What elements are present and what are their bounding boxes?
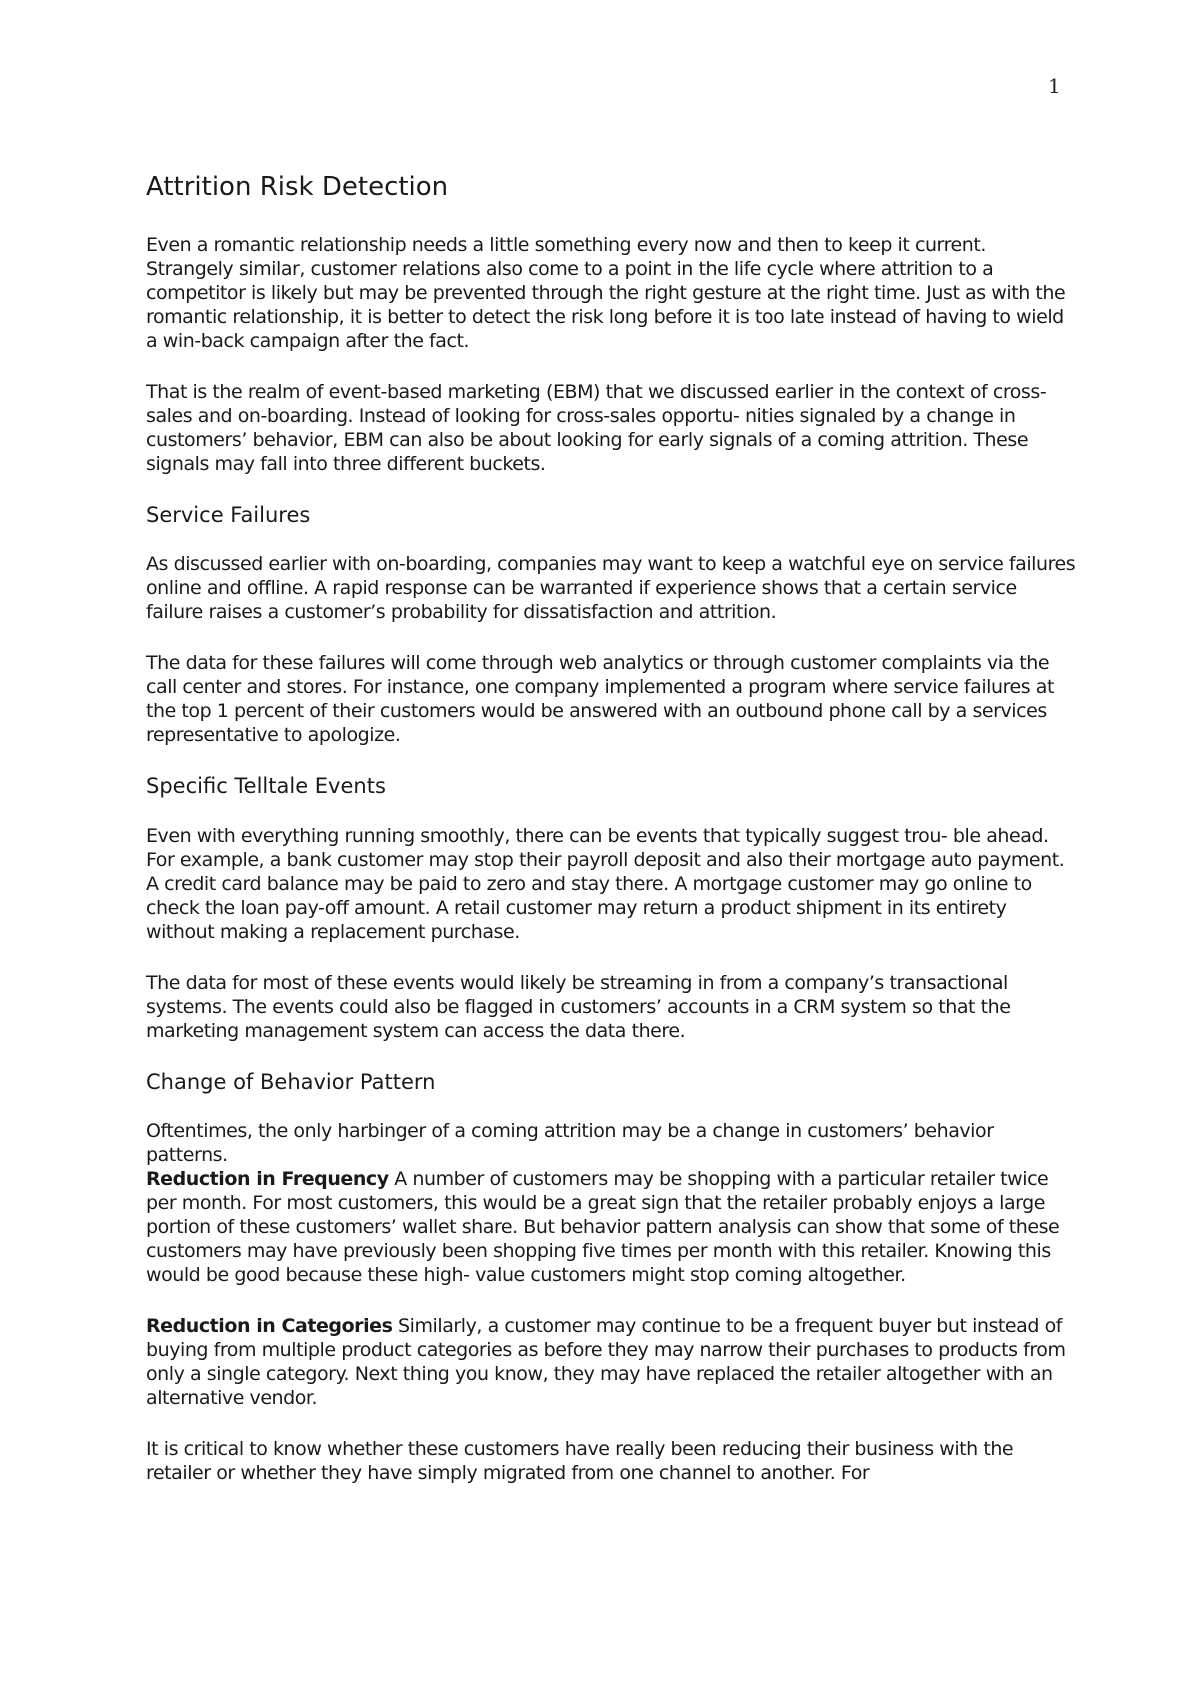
behavior-pattern-intro: Oftentimes, the only harbinger of a coming attrition may be a change in customers’ behavior patterns. xyxy=(146,1119,994,1166)
intro-paragraph-1: Even a romantic relationship needs a little something every now and then to keep it current. Strangely similar, customer relations also come to a point in the life cycle where attrition to a competitor is likely but may be prevented through the right gesture at the right time. Just as with the romantic relationship, it is better to detect the risk long before it is too late instead of having to wield a win-back campaign after the fact. xyxy=(146,234,1066,353)
intro-paragraph-2: That is the realm of event-based marketing (EBM) that we discussed earlier in the context of cross-sales and on-boarding. Instead of looking for cross-sales opportu- nities signaled by a change in customers’ behavior, EBM can also be about looking for early signals of a coming attrition. These signals may fall into three different buckets. xyxy=(146,381,1047,476)
closing-paragraph: It is critical to know whether these customers have really been reducing their business with the retailer or whether they have simply migrated from one channel to another. For xyxy=(146,1437,1014,1484)
document-title: Attrition Risk Detection xyxy=(146,172,449,202)
section-heading-service-failures: Service Failures xyxy=(146,503,311,528)
section-heading-behavior-pattern: Change of Behavior Pattern xyxy=(146,1069,436,1094)
service-failures-paragraph-2: The data for these failures will come through web analytics or through customer complaints via the call center and stores. For instance, one company implemented a program where service failures at the top 1 percent of their customers would be answered with an outbound phone call by a services representative to apologize. xyxy=(146,652,1054,747)
telltale-events-paragraph-2: The data for most of these events would likely be streaming in from a company’s transactional systems. The events could also be flagged in customers’ accounts in a CRM system so that the marketing management system can access the data there. xyxy=(146,971,1011,1042)
reduction-in-frequency-text: A number of customers may be shopping with a particular retailer twice per month. For most customers, this would be a great sign that the retailer probably enjoys a large portion of these customers’ wallet share. But behavior pattern analysis can show that some of these customers may have previously been shopping five times per month with this retailer. Knowing this would be good because these high- value customers might stop coming altogether. xyxy=(146,1167,1060,1286)
reduction-in-frequency-label: Reduction in Frequency xyxy=(146,1167,389,1190)
section-heading-telltale-events: Specific Telltale Events xyxy=(146,774,386,799)
page-number: 1 xyxy=(1048,74,1061,98)
reduction-in-categories-text: Similarly, a customer may continue to be a frequent buyer but instead of buying from multiple product categories as before they may narrow their purchases to products from only a single category. Next thing you know, they may have replaced the retailer altogether with an alternative vendor. xyxy=(146,1314,1066,1409)
service-failures-paragraph-1: As discussed earlier with on-boarding, companies may want to keep a watchful eye on service failures online and offline. A rapid response can be warranted if experience shows that a certain service failure raises a customer’s probability for dissatisfaction and attrition. xyxy=(146,553,1076,624)
reduction-in-categories-paragraph xyxy=(146,1314,1076,1410)
document-body xyxy=(146,172,1076,1512)
reduction-in-frequency-paragraph xyxy=(146,1167,1076,1287)
telltale-events-paragraph-1: Even with everything running smoothly, there can be events that typically suggest trou- ble ahead. For example, a bank customer may stop their payroll deposit and also their mortgage auto payment. A credit card balance may be paid to zero and stay there. A mortgage customer may go online to check the loan pay-off amount. A retail customer may return a product shipment in its entirety without making a replacement purchase. xyxy=(146,824,1065,943)
reduction-in-categories-label: Reduction in Categories xyxy=(146,1314,393,1337)
